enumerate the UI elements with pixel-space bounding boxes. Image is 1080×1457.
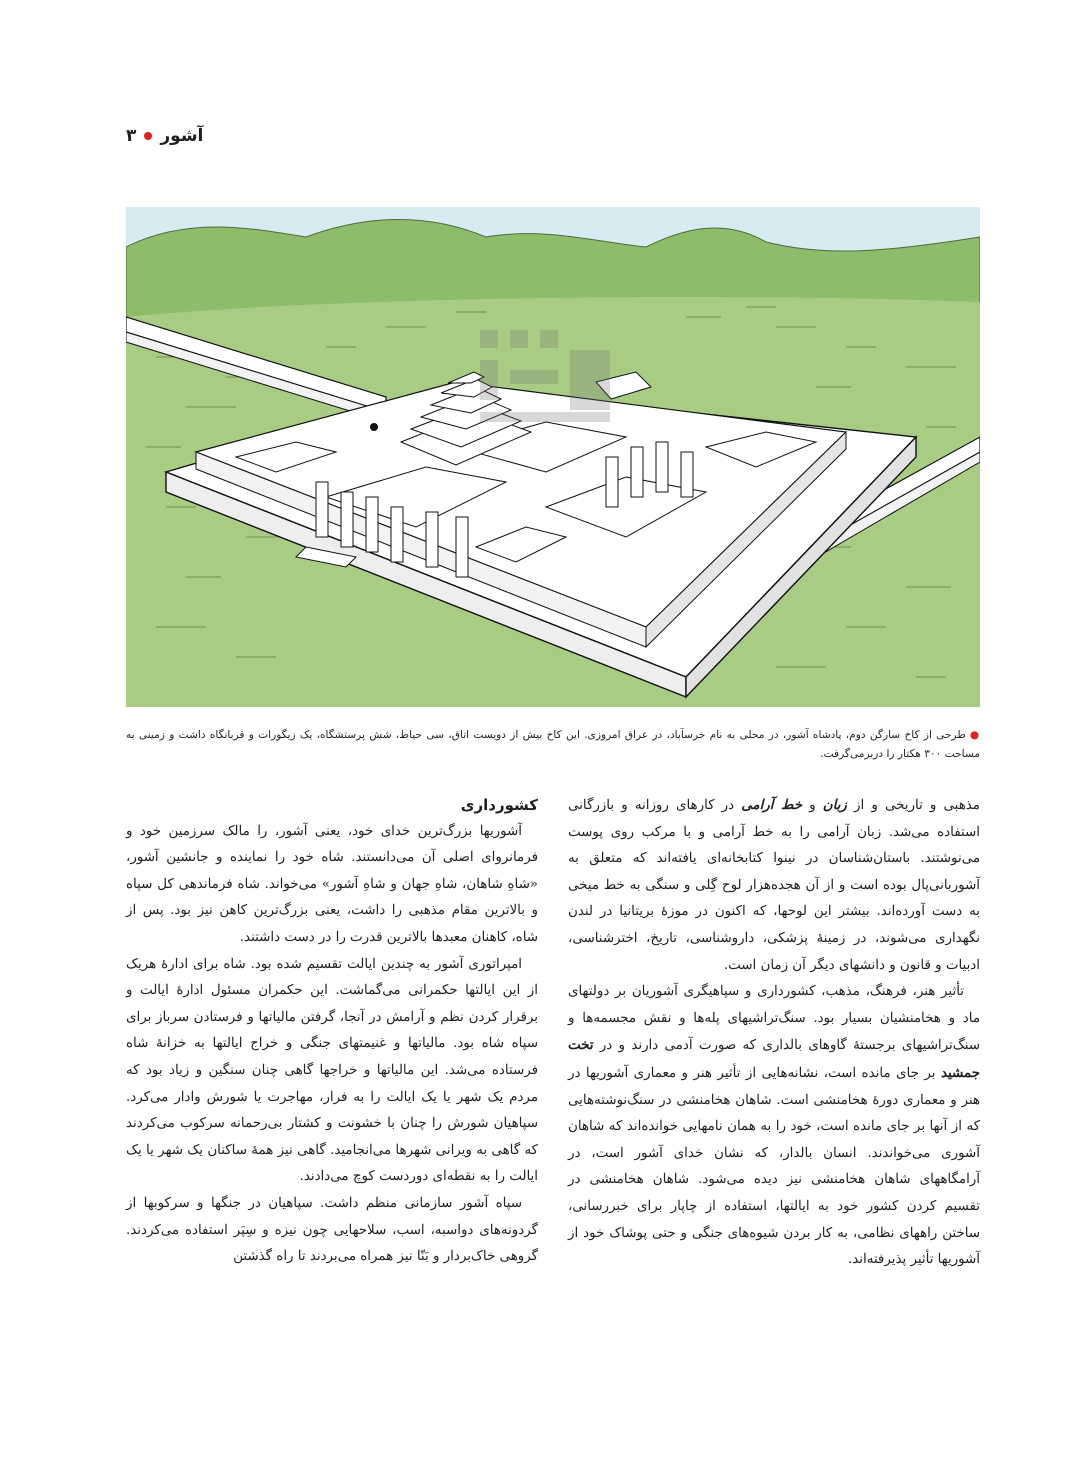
term-takht-jamshid: تخت جمشید [568,1037,980,1081]
text-run: بر جای مانده است، نشانه‌هایی از تأثیر هنر و معماری آشوریها در هنر و معماری دورهٔ هخامنشی است. شاهان هخامنشی در سنگ‌نوشته‌هایی که از آنها بر جای مانده است، خود را به همان نامهایی خوانده‌اند که شاهان آشوری می‌خواندند. انسان بالدار، که نشان خدای آشور است، در آرامگاههای شاهان هخامنشی نیز دیده می‌شود. شاهان هخامنشی در تقسیم کردن کشور خود به ایالتها، استفاده از چاپار برای خبررسانی، ساختن راههای نظامی، به کار بردن شیوه‌های جنگی و حتی پوشاک خود از آشوریها تأثیر پذیرفته‌اند. [568,1065,980,1268]
section-heading: کشورداری [460,796,538,814]
right-column [568,792,980,1274]
page-header [126,126,203,146]
term-zaban: زبان [822,797,847,813]
page-number: ۳ [126,126,137,146]
left-paragraph-1: آشوریها بزرگ‌ترین خدای خود، یعنی آشور، را مالک سرزمین خود و فرمانروای اصلی آن می‌دانستند. شاه خود را نماینده و جانشین آشور، «شاهِ شاهان، شاهِ جهان و شاهِ آشور» می‌خواند. شاه فرماندهی کل سپاه و بالاترین مقام مذهبی را داشت، یعنی بزرگ‌ترین کاهن نیز بود. پس از شاه، کاهنان معبدها بالاترین قدرت را در دست داشتند. [126,823,538,945]
left-paragraph-3: سپاه آشور سازمانی منظم داشت. سپاهیان در جنگها و سرکوبها از گردونه‌های دواسبه، اسب، سلاحهایی چون نیزه و سِپَر استفاده می‌کردند. گروهی خاک‌بردار و بَنّا نیز همراه می‌بردند تا راه گذشتن [126,1195,538,1265]
text-run: مذهبی و تاریخی و از [846,798,980,813]
right-paragraph-2 [568,979,980,1274]
right-paragraph-1 [568,792,980,979]
bullet-icon: ● [969,729,981,741]
palace-illustration [126,207,980,707]
text-run: در کارهای روزانه و بازرگانی استفاده می‌شد. زبان آرامی را به خط آرامی و با مرکب روی پوست می‌نوشتند. باستان‌شناسان در نینوا کتابخانه‌ای یافته‌اند که متعلق به آشوربانی‌پال بوده است و از آن هجده‌هزار لوح گِلی و سنگی به خط میخی به دست آورده‌اند. بیشتر این لوحها، که اکنون در موزهٔ بریتانیا در لندن نگهداری می‌شوند، در زمینهٔ پزشکی، داروشناسی، تاریخ، اخترشناسی، ادبیات و قانون و دانشهای دیگر آن زمان است. [568,798,980,973]
chapter-title: آشور [160,126,204,146]
text-run: و [802,798,823,813]
red-dot-icon [144,132,152,140]
left-column [126,792,538,1271]
left-paragraph-2: امپراتوری آشور به چندین ایالت تقسیم شده بود. شاه برای ادارهٔ هریک از این ایالتها حکمرانی می‌گماشت. این حکمران مسئول ادارهٔ ایالت و برقرار کردن نظم و آرامش در آنجا، گرفتن مالیاتها و فرستادن سرباز برای سپاه شاه بود. مالیاتها و غنیمتهای جنگی و خراج ایالتها به خزانهٔ شاه فرستاده می‌شد. این مالیاتها و خراجها گاهی چنان سنگین و زیاد بود که مردم یک شهر یا یک ایالت را به فرار، مهاجرت یا شورش وادار می‌کرد. سپاهیان شورش را چنان با خشونت و کشتار بی‌رحمانه سرکوب می‌کردند که گاهی به ویرانی شهرها می‌انجامید. گاهی نیز همهٔ ساکنان یک شهر یا یک ایالت را به نقطه‌ای دوردست کوچ می‌دادند. [126,956,538,1185]
figure-caption [126,726,980,764]
text-run: تأثیر هنر، فرهنگ، مذهب، کشورداری و سپاهیگری آشوریان بر دولتهای ماد و هخامنشیان بسیار بود. سنگ‌تراشیهای پله‌ها و نقش مجسمه‌ها و سنگ‌تراشیهای برجستهٔ گاوهای بالداری که صورت آدمی دارند و در [568,984,980,1054]
term-khat-aramy: خط آرامی [741,797,803,813]
caption-text: طرحی از کاخ سارگن دوم، پادشاه آشور، در محلی به نام خرسآباد، در عراق امروزی. این کاخ بیش از دویست اتاق، سی حیاط، شش پرستشگاه، یک زیگورات و قربانگاه داشت و زمینی به مساحت ۳۰۰ هکتار را دربرمی‌گرفت. [126,729,980,760]
